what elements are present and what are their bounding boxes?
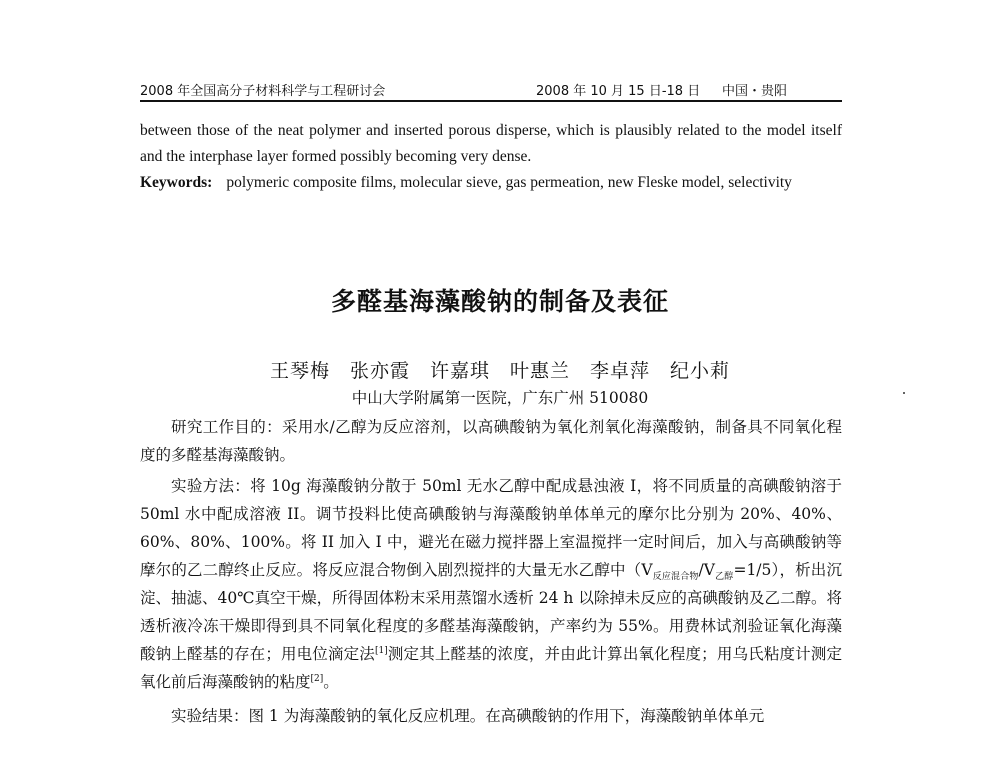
header-conference: 2008 年全国高分子材料科学与工程研讨会 xyxy=(140,84,386,99)
scan-speck xyxy=(903,392,905,394)
english-abstract-block xyxy=(140,118,842,196)
reference-1: [1] xyxy=(374,645,388,656)
header-date: 2008 年 10 月 15 日-18 日 xyxy=(536,84,701,99)
header-location: 中国・贵阳 xyxy=(722,84,788,99)
methods-text-a: 实验方法：将 10g 海藻酸钠分散于 50ml 无水乙醇中配成悬浊液 I，将不同质量的高碘酸钠溶于 50ml 水中配成溶液 II。调节投料比使高碘酸钠与海藻酸钠单体单元的摩尔比分别为 20%、40%、60%、80%、100%。将 II 加入 I 中，避光在磁力搅拌器上室温搅拌一定时间后，加入与高碘酸钠等摩尔的乙二醇终止反应。将反应混合物倒入剧烈搅拌的大量无水乙醇中（V xyxy=(140,477,842,579)
keywords-label: Keywords: xyxy=(140,174,213,191)
subscript-mixture: 反应混合物 xyxy=(652,572,699,583)
keywords-text: polymeric composite films, molecular sieve, gas permeation, new Fleske model, selectivity xyxy=(226,174,792,191)
reference-2: [2] xyxy=(310,673,324,684)
methods-text-d: 测定其上醛基的浓度，并由此计算出氧化程度；用乌氏粘度计测定氧化前后海藻酸钠的粘度 xyxy=(140,645,842,691)
methods-text-b: /V xyxy=(698,561,715,579)
methods-paragraph xyxy=(140,472,842,696)
running-header xyxy=(140,78,842,102)
paper-authors: 王琴梅 张亦霞 许嘉琪 叶惠兰 李卓萍 纪小莉 xyxy=(269,360,730,382)
paper-body xyxy=(140,413,842,733)
keywords-line xyxy=(140,170,842,196)
english-abstract-tail: between those of the neat polymer and inserted porous disperse, which is plausibly related to the model itself and the interphase layer formed possibly becoming very dense. xyxy=(140,122,842,165)
paper-title: 多醛基海藻酸钠的制备及表征 xyxy=(330,287,669,316)
results-paragraph: 实验结果：图 1 为海藻酸钠的氧化反应机理。在高碘酸钠的作用下，海藻酸钠单体单元 xyxy=(171,707,765,725)
paper-affiliation: 中山大学附属第一医院，广东广州 510080 xyxy=(351,389,649,407)
purpose-paragraph: 研究工作目的：采用水/乙醇为反应溶剂，以高碘酸钠为氧化剂氧化海藻酸钠，制备具不同氧化程度的多醛基海藻酸钠。 xyxy=(140,418,842,464)
methods-end: 。 xyxy=(323,673,339,691)
methods-text-c: =1/5），析出沉淀、抽滤、40℃真空干燥，所得固体粉末采用蒸馏水透析 24 h 以除掉未反应的高碘酸钠及乙二醇。将透析液冷冻干燥即得到具不同氧化程度的多醛基海藻酸钠，产率约为 55%。用费林试剂验证氧化海藻酸钠上醛基的存在；用电位滴定法 xyxy=(140,561,842,663)
subscript-ethanol: 乙醇 xyxy=(714,572,734,583)
